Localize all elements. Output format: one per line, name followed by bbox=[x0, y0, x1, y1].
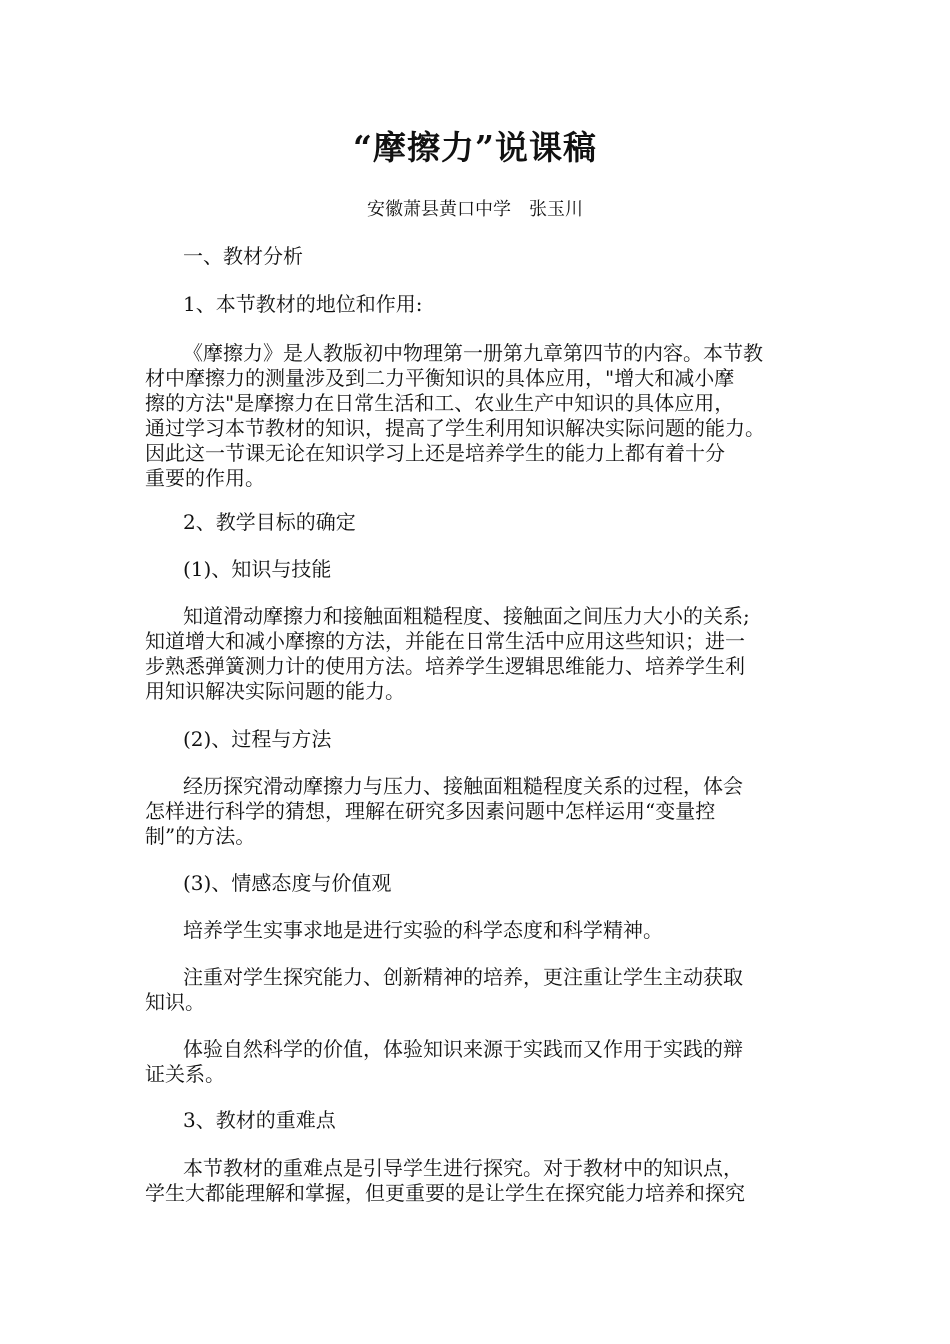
paragraph-process-method bbox=[145, 774, 825, 849]
text-line: 因此这一节课无论在知识学习上还是培养学生的能力上都有着十分 bbox=[145, 441, 725, 465]
heading-knowledge-skills bbox=[145, 557, 825, 582]
heading-process-method bbox=[145, 727, 825, 752]
paragraph-attitude-2 bbox=[145, 965, 825, 1015]
paragraph-attitude-1 bbox=[145, 918, 825, 943]
text-line: 《摩擦力》是人教版初中物理第一册第九章第四节的内容。本节教 bbox=[183, 341, 763, 365]
heading-key-difficulties bbox=[145, 1108, 825, 1133]
paragraph-textbook-status bbox=[145, 341, 825, 491]
document-title: “摩擦力”说课稿 bbox=[353, 128, 597, 167]
text-line: 本节教材的重难点是引导学生进行探究。对于教材中的知识点， bbox=[183, 1156, 743, 1180]
heading-status-and-role bbox=[145, 292, 825, 317]
text-line: 体验自然科学的价值，体验知识来源于实践而又作用于实践的辩 bbox=[183, 1037, 743, 1061]
text-line: 用知识解决实际问题的能力。 bbox=[145, 679, 405, 703]
text-line: 2、教学目标的确定 bbox=[183, 510, 356, 534]
text-line: 培养学生实事求地是进行实验的科学态度和科学精神。 bbox=[183, 918, 663, 942]
text-line: 学生大都能理解和掌握，但更重要的是让学生在探究能力培养和探究 bbox=[145, 1181, 745, 1205]
text-line: 注重对学生探究能力、创新精神的培养，更注重让学生主动获取 bbox=[183, 965, 743, 989]
text-line: 证关系。 bbox=[145, 1062, 225, 1086]
text-line: 知道滑动摩擦力和接触面粗糙程度、接触面之间压力大小的关系; bbox=[183, 604, 750, 628]
text-line: 一、教材分析 bbox=[183, 244, 303, 268]
text-line: 3、教材的重难点 bbox=[183, 1108, 336, 1132]
heading-teaching-objectives bbox=[145, 510, 825, 535]
document-author: 安徽萧县黄口中学 张玉川 bbox=[367, 199, 583, 220]
text-line: 制”的方法。 bbox=[145, 824, 256, 848]
text-line: (3)、情感态度与价值观 bbox=[183, 871, 392, 895]
paragraph-key-difficulties bbox=[145, 1156, 825, 1206]
text-line: 知识。 bbox=[145, 990, 205, 1014]
text-line: 步熟悉弹簧测力计的使用方法。培养学生逻辑思维能力、培养学生利 bbox=[145, 654, 745, 678]
text-line: (1)、知识与技能 bbox=[183, 557, 332, 581]
text-line: 怎样进行科学的猜想，理解在研究多因素问题中怎样运用“变量控 bbox=[145, 799, 716, 823]
text-line: 经历探究滑动摩擦力与压力、接触面粗糙程度关系的过程，体会 bbox=[183, 774, 743, 798]
heading-textbook-analysis bbox=[145, 244, 825, 269]
paragraph-knowledge-skills bbox=[145, 604, 825, 704]
text-line: 知道增大和减小摩擦的方法，并能在日常生活中应用这些知识；进一 bbox=[145, 629, 745, 653]
text-line: 1、本节教材的地位和作用: bbox=[183, 292, 423, 316]
text-line: 擦的方法"是摩擦力在日常生活和工、农业生产中知识的具体应用， bbox=[145, 391, 735, 415]
paragraph-attitude-3 bbox=[145, 1037, 825, 1087]
text-line: 材中摩擦力的测量涉及到二力平衡知识的具体应用，"增大和减小摩 bbox=[145, 366, 735, 390]
text-line: 重要的作用。 bbox=[145, 466, 265, 490]
heading-attitude-values bbox=[145, 871, 825, 896]
text-line: (2)、过程与方法 bbox=[183, 727, 332, 751]
text-line: 通过学习本节教材的知识，提高了学生利用知识解决实际问题的能力。 bbox=[145, 416, 765, 440]
